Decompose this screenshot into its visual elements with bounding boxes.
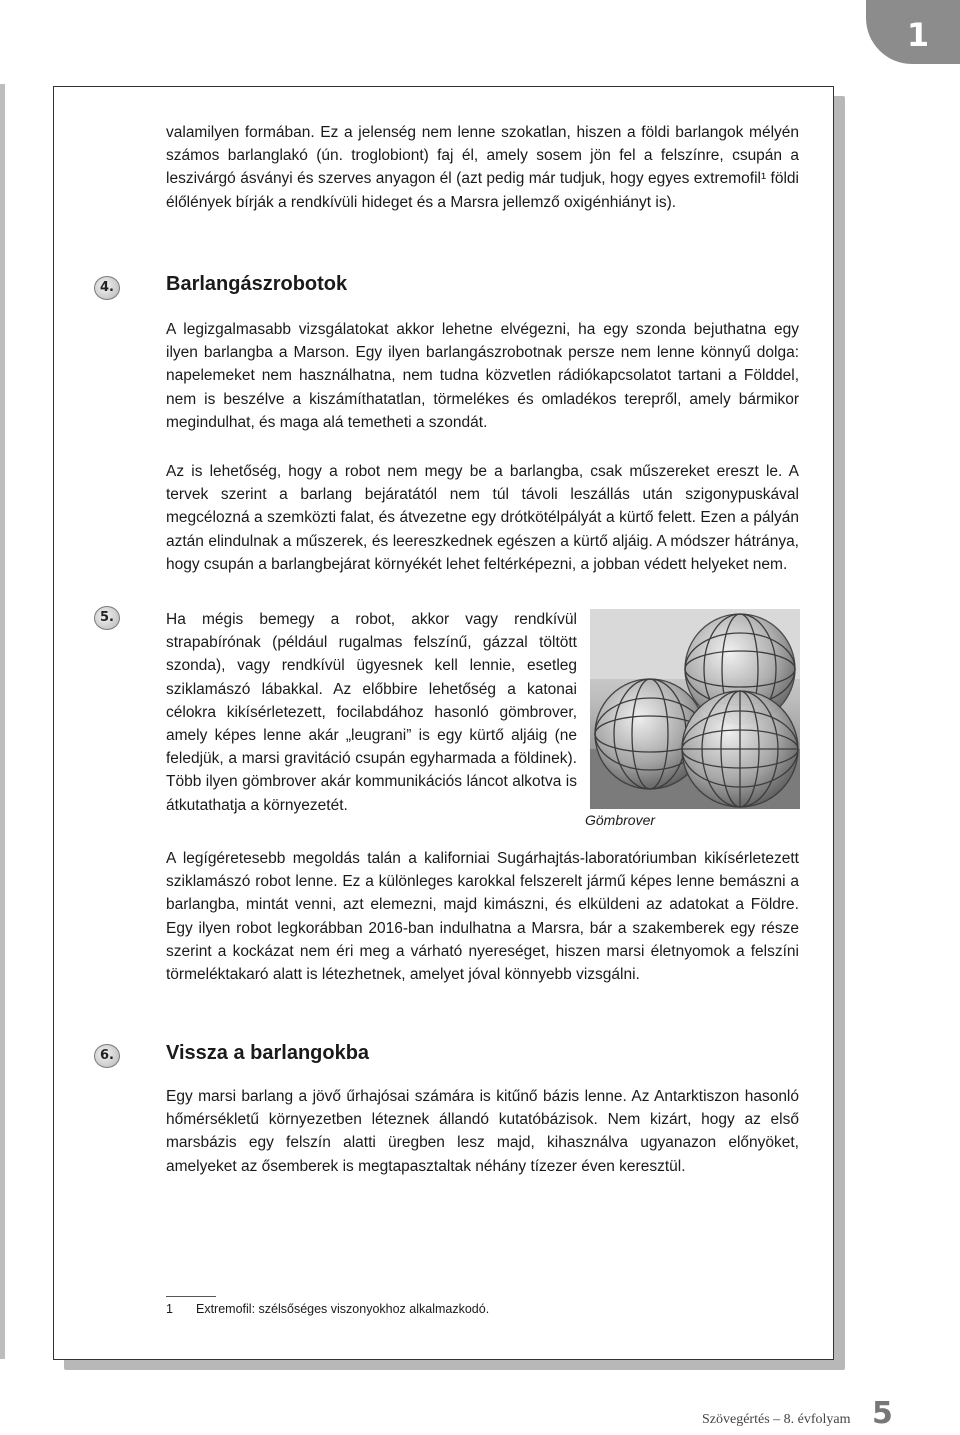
footnote-number: 1	[166, 1302, 173, 1316]
section-marker-4: 4.	[94, 276, 120, 300]
section-marker-6: 6.	[94, 1044, 120, 1068]
gombrover-photo	[590, 609, 800, 809]
section6-paragraph-1: Egy marsi barlang a jövő űrhajósai számára is kitűnő bázis lenne. Az Antarktiszon hasonló hőmérsékletű környezetben léteznek állandó kutatóbázisok. Nem kizárt, hogy az első marsbázis egy felszín alatti üregben lesz majd, kihasználva ugyanazon előnyöket, amelyeket az ősemberek is megtapasztaltak néhány tízezer éven keresztül.	[166, 1088, 799, 1175]
intro-paragraph: valamilyen formában. Ez a jelenség nem lenne szokatlan, hiszen a földi barlangok mélyén számos barlanglakó (ún. troglobiont) faj él, amely sosem jön fel a felszínre, csupán a leszivárgó ásványi és szerves anyagon él (azt pedig már tudjuk, hogy egyes extremofil¹ földi élőlények bírják a rendkívüli hideget és a Marsra jellemző oxigénhiányt is).	[166, 124, 799, 211]
footnote	[166, 1302, 489, 1316]
chapter-number: 1	[906, 16, 930, 54]
page-number: 5	[872, 1396, 893, 1431]
section4-paragraph-1: A legizgalmasabb vizsgálatokat akkor lehetne elvégezni, ha egy szonda bejuthatna egy ilyen barlangba a Marson. Egy ilyen barlangászrobotnak persze nem lenne könnyű dolga: napelemeket nem használhatna, nem tudna közvetlen rádiókapcsolatot tartani a Földdel, nem is beszélve a kiszámíthatatlan, törmelékes és omladékos terepről, amely bármikor megindulhat, és maga alá temetheti a szondát.	[166, 321, 799, 431]
section-marker-5: 5.	[94, 606, 120, 630]
section-title-vissza-a-barlangokba: Vissza a barlangokba	[166, 1042, 370, 1064]
section4-paragraph-2: Az is lehetőség, hogy a robot nem megy be a barlangba, csak műszereket ereszt le. A tervek szerint a barlang bejáratától nem túl távoli leszállás után szigonypuskával megcélozná a szemközti falat, és átvezetne egy drótkötélpályát a kürtő felett. Ezen a pályán aztán elindulnak a műszerek, és leereszkednek egészen a kürtő aljáig. A módszer hátránya, hogy csupán a barlangbejárat környékét lehet feltérképezni, a jobban védett helyeket nem.	[166, 463, 799, 573]
section-title-barlangaszrobotok: Barlangászrobotok	[166, 273, 348, 295]
section5-paragraph-2: A legígéretesebb megoldás talán a kaliforniai Sugárhajtás-laboratóriumban kikísérletezett sziklamászó robot lenne. Ez a különleges karokkal felszerelt jármű képes lenne bemászni a barlangba, mintát venni, azt elemezni, majd kimászni, és elküldeni az adatokat a Földre. Egy ilyen robot legkorábban 2016-ban indulhatna a Marsra, bár a szakemberek egy része szerint a kockázat nem éri meg a várható nyereséget, hiszen marsi életnyomok a felszíni törmeléktakaró alatt is létezhetnek, amelyet jóval könnyebb vizsgálni.	[166, 850, 799, 984]
book-spine-edge	[0, 84, 5, 1359]
footnote-text: Extremofil: szélsőséges viszonyokhoz alkalmazkodó.	[196, 1302, 490, 1316]
footer-subject: Szövegértés – 8. évfolyam	[702, 1412, 851, 1427]
footnote-rule	[166, 1296, 216, 1297]
section5-paragraph-1: Ha mégis bemegy a robot, akkor vagy rendkívül strapabírónak (például rugalmas felszínű, gázzal töltött szonda), vagy rendkívül ügyesnek kell lennie, esetleg sziklamászó lábakkal. Az előbbire lehetőség a katonai célokra kikísérletezett, focilabdához hasonló gömbrover, amely képes lenne akár „leugrani” is egy kürtő aljáig (ne feledjük, a marsi gravitáció csupán egyharmada a földinek). Több ilyen gömbrover akár kommunikációs láncot alkotva is átkutathatja a környezetét.	[166, 611, 577, 814]
figure-caption: Gömbrover	[585, 812, 656, 828]
